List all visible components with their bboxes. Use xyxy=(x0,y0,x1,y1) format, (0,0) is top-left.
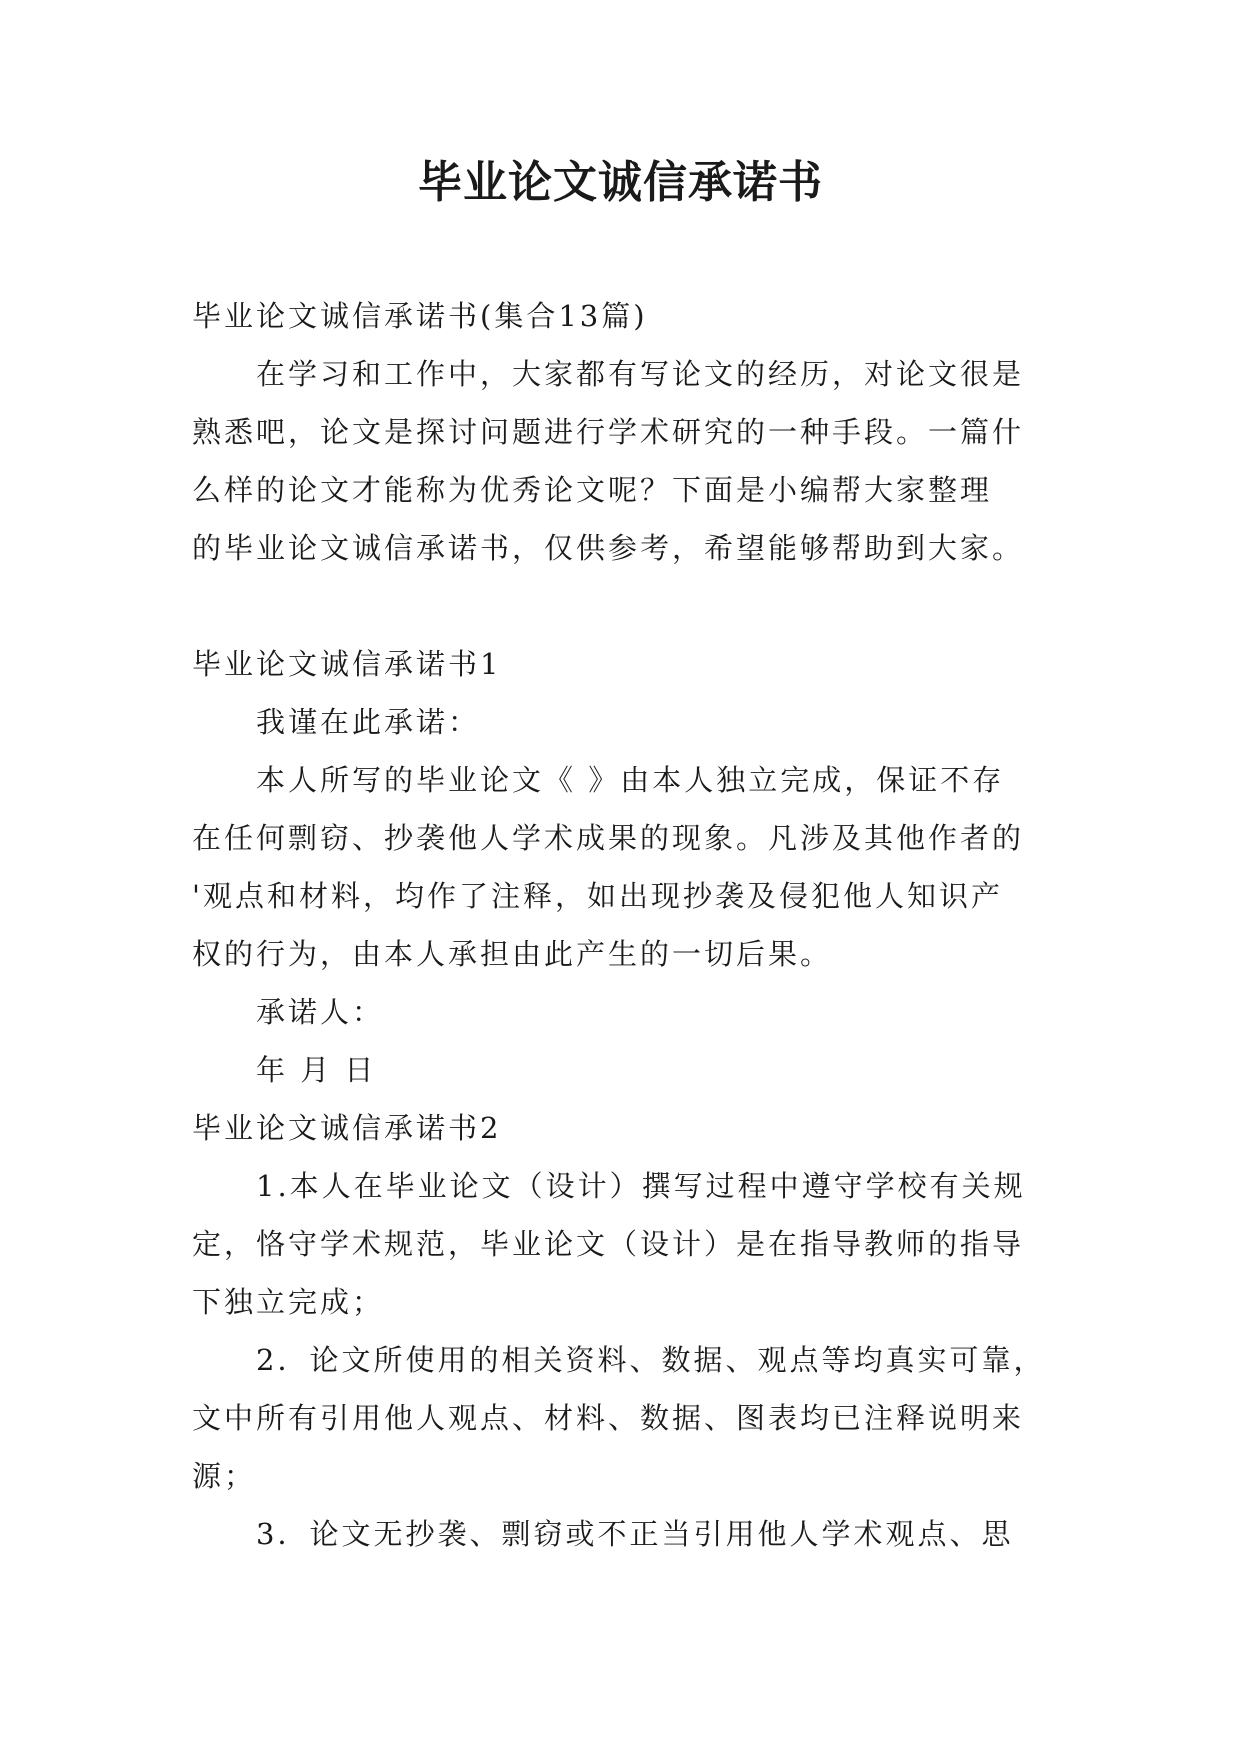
text-line: 本人所写的毕业论文《 》由本人独立完成，保证不存 xyxy=(256,763,1005,797)
text-line: 熟悉吧，论文是探讨问题进行学术研究的一种手段。一篇什 xyxy=(192,415,1025,449)
text-line: 的毕业论文诚信承诺书，仅供参考，希望能够帮助到大家。 xyxy=(192,531,1025,565)
text-line: 权的行为，由本人承担由此产生的一切后果。 xyxy=(192,937,833,971)
blank-line xyxy=(192,577,1072,635)
section-heading: 毕业论文诚信承诺书2 xyxy=(192,1111,502,1145)
section-heading: 毕业论文诚信承诺书1 xyxy=(192,647,502,681)
text-line: 在任何剽窃、抄袭他人学术成果的现象。凡涉及其他作者的 xyxy=(192,821,1025,855)
text-line: 我谨在此承诺： xyxy=(256,705,481,739)
text-line: 毕业论文诚信承诺书(集合13篇) xyxy=(192,299,648,333)
text-line: 文中所有引用他人观点、材料、数据、图表均已注释说明来 xyxy=(192,1401,1025,1435)
text-line: 么样的论文才能称为优秀论文呢？下面是小编帮大家整理 xyxy=(192,473,993,507)
signer-label: 承诺人： xyxy=(256,995,385,1029)
date-line: 年 月 日 xyxy=(256,1053,377,1087)
text-line: 定，恪守学术规范，毕业论文（设计）是在指导教师的指导 xyxy=(192,1227,1025,1261)
text-line: 3．论文无抄袭、剽窃或不正当引用他人学术观点、思 xyxy=(256,1517,1014,1551)
text-line: 下独立完成； xyxy=(192,1285,385,1319)
text-line: 源； xyxy=(192,1459,257,1493)
document-title: 毕业论文诚信承诺书 xyxy=(418,157,823,208)
text-line: '观点和材料，均作了注释，如出现抄袭及侵犯他人知识产 xyxy=(192,879,1003,913)
document-body xyxy=(192,287,1072,1563)
text-line: 2．论文所使用的相关资料、数据、观点等均真实可靠， xyxy=(256,1343,1046,1377)
text-line: 1.本人在毕业论文（设计）撰写过程中遵守学校有关规 xyxy=(256,1169,1026,1203)
text-line: 在学习和工作中，大家都有写论文的经历，对论文很是 xyxy=(256,357,1025,391)
